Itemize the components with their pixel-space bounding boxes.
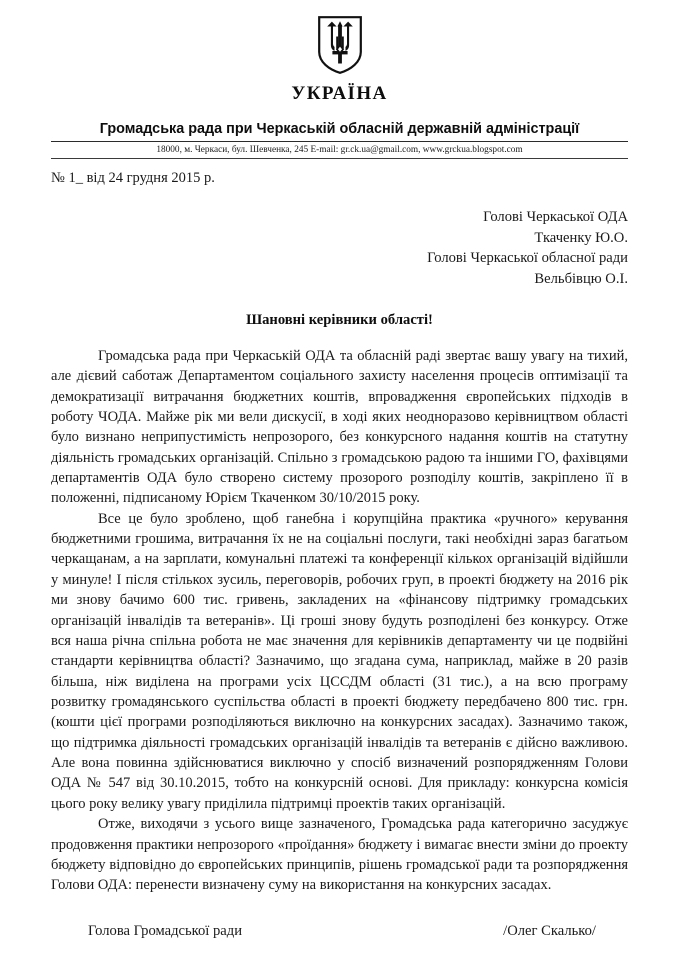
header-divider-bottom [51,158,628,159]
addressee-line: Вельбівцю О.І. [534,271,628,288]
addressee-line: Голові Черкаської обласної ради [427,250,628,267]
signatory-title: Голова Громадської ради [88,922,243,939]
body-paragraph: Отже, виходячи з усього вище зазначеного, Громадська рада категорично засуджує продовження практики непрозорого «проїдання» бюджету і вимагає внести зміни до проекту бюджету відповідно до європейських принципів, рішень громадської ради та розпорядження Голови ОДА: перенести визначену суму на використання на конкурсних засадах. [51,816,628,894]
body-paragraph: Громадська рада при Черкаській ОДА та обласній раді звертає вашу увагу на тихий, але дієвий саботаж Департаментом соціального захисту населення процесів оптимізації та демократизації витрачання бюджетних коштів, впровадження європейських підходів в роботу ЧОДА. Майже рік ми вели дискусії, в ході яких неодноразово керівництвом області було визнано неприпустимість непрозорого, без конкурсного надання коштів на статутну діяльність громадських організацій. Спільно з громадською радою та іншими ГО, фахівцями департаментів ОДА було створено систему прозорого розподілу коштів, закріплено її в положенні, підписаному Юрієм Ткаченком 30/10/2015 року. [51,347,628,507]
organization-title: Громадська рада при Черкаській обласній державній адміністрації [99,121,580,137]
salutation: Шановні керівники області! [246,311,433,328]
letter-body [51,346,628,896]
signature-block [51,923,628,940]
country-name: УКРАЇНА [291,83,388,104]
ukraine-trident-coat-of-arms-icon [318,16,362,74]
signatory-name: /Олег Скалько/ [503,922,596,939]
body-paragraph: Все це було зроблено, щоб ганебна і корупційна практика «ручного» керування бюджетними грошима, витрачання їх не на соціальні послуги, такі необхідні зараз багатьом черкащанам, а на зарплати, комунальні платежі та конференції кількох організацій відійшли у минуле! І після стількох зусиль, переговорів, робочих груп, в проекті бюджету на 2016 рік ми знову бачимо 600 тис. гривень, закладених на «фінансову підтримку громадських організацій інвалідів та ветеранів». Ці гроші знову будуть розподілені без конкурсу. Отже вся наша річна спільна робота не має значення для керівників департаменту чи це подвійні стандарти керівництва області? Зазначимо, що згадана сума, наприклад, майже в 20 разів більша, ніж виділена на програми усіх ЦССДМ області (31 тис.), а на всю програму розвитку громадянського суспільства області в проекті бюджету передбачено 800 тис. грн. (кошти цієї програми розподіляються виключно на конкурсних засадах). Зазначимо також, що підтримка діяльності громадських організацій інвалідів та ветеранів є дійсно важливою. Але вона повинна здійснюватися виключно у спосіб визначений розпорядженням Голови ОДА № 547 від 30.10.2015, тобто на конкурсній основі. Для прикладу: конкурсна комісія цього року велику увагу приділила підтримці проектів таких організацій. [51,510,628,812]
emblem-container [51,0,628,74]
header-divider-top [51,141,628,142]
document-number: № 1_ від 24 грудня 2015 р. [51,170,215,186]
contact-line: 18000, м. Черкаси, бул. Шевченка, 245 E-mail: gr.ck.ua@gmail.com, www.grckua.blogspot.com [156,145,523,155]
addressee-line: Голові Черкаської ОДА [483,209,628,225]
addressee-block [51,207,628,290]
addressee-line: Ткаченку Ю.О. [534,229,628,246]
